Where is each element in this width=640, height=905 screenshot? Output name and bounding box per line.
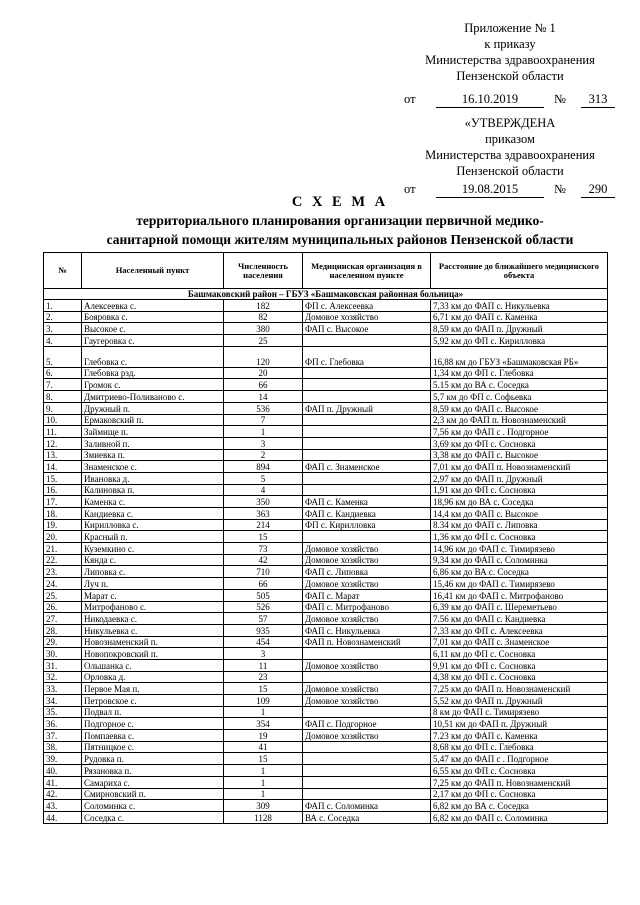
order-reference-1 bbox=[404, 92, 616, 108]
medical-organization: Домовое хозяйство bbox=[303, 613, 431, 625]
nearest-facility-distance: 16,41 км до ФАП с. Митрофаново bbox=[431, 589, 608, 601]
row-number: 25. bbox=[44, 589, 82, 601]
population: 3 bbox=[224, 648, 303, 660]
population: 363 bbox=[224, 508, 303, 520]
population: 14 bbox=[224, 391, 303, 403]
nearest-facility-distance: 10,51 км до ФАП п. Дружный bbox=[431, 718, 608, 730]
table-row bbox=[44, 449, 608, 461]
row-number: 3. bbox=[44, 323, 82, 335]
table-row bbox=[44, 589, 608, 601]
row-number: 2. bbox=[44, 311, 82, 323]
medical-organization: Домовое хозяйство bbox=[303, 543, 431, 555]
nearest-facility-distance: 9,34 км до ФАП с. Соломинка bbox=[431, 554, 608, 566]
medical-organization: Домовое хозяйство bbox=[303, 554, 431, 566]
population: 120 bbox=[224, 346, 303, 367]
row-number: 34. bbox=[44, 695, 82, 707]
population: 15 bbox=[224, 531, 303, 543]
number-sign: № bbox=[554, 182, 566, 196]
settlement-name: Дружный п. bbox=[82, 402, 224, 414]
population: 3 bbox=[224, 437, 303, 449]
nearest-facility-distance: 1,34 км до ФП с. Глебовка bbox=[431, 367, 608, 379]
table-row bbox=[44, 484, 608, 496]
nearest-facility-distance: 8 км до ФАП с. Тимирязево bbox=[431, 706, 608, 718]
population: 11 bbox=[224, 659, 303, 671]
row-number: 7. bbox=[44, 379, 82, 391]
population: 5 bbox=[224, 472, 303, 484]
medical-organization bbox=[303, 753, 431, 765]
medical-organization bbox=[303, 472, 431, 484]
row-number: 39. bbox=[44, 753, 82, 765]
settlement-name: Рязановка п. bbox=[82, 765, 224, 777]
settlement-name: Митрофаново с. bbox=[82, 601, 224, 613]
medical-organization: ФАП с. Липовка bbox=[303, 566, 431, 578]
settlement-name: Кирилловка с. bbox=[82, 519, 224, 531]
medical-organization bbox=[303, 437, 431, 449]
nearest-facility-distance: 7,25 км до ФАП п. Новознаменский bbox=[431, 776, 608, 788]
medical-organization bbox=[303, 648, 431, 660]
medical-organization: ФАП с. Знаменское bbox=[303, 461, 431, 473]
settlement-name: Помпаевка с. bbox=[82, 730, 224, 742]
table-header-row bbox=[44, 253, 608, 289]
table-row bbox=[44, 531, 608, 543]
table-row bbox=[44, 519, 608, 531]
medical-organization: ФАП п. Новознаменский bbox=[303, 636, 431, 648]
medical-organization: ФАП с. Никульевка bbox=[303, 624, 431, 636]
nearest-facility-distance: 5,52 км до ФАП п. Дружный bbox=[431, 695, 608, 707]
table-row bbox=[44, 346, 608, 367]
medical-organization bbox=[303, 765, 431, 777]
settlement-name: Орловка д. bbox=[82, 671, 224, 683]
settlement-name: Займище п. bbox=[82, 426, 224, 438]
medical-organization: ФАП п. Дружный bbox=[303, 402, 431, 414]
row-number: 22. bbox=[44, 554, 82, 566]
medical-organization: Домовое хозяйство bbox=[303, 578, 431, 590]
table-row bbox=[44, 671, 608, 683]
medical-organization: Домовое хозяйство bbox=[303, 659, 431, 671]
nearest-facility-distance: 6,71 км до ФАП с. Каменка bbox=[431, 311, 608, 323]
row-number: 19. bbox=[44, 519, 82, 531]
nearest-facility-distance: 7,25 км до ФАП п. Новознаменский bbox=[431, 683, 608, 695]
settlement-name: Гаугеровка с. bbox=[82, 335, 224, 347]
medical-organization: ВА с. Соседка bbox=[303, 811, 431, 823]
population: 309 bbox=[224, 800, 303, 812]
medical-organization: ФАП с. Высокое bbox=[303, 323, 431, 335]
table-row bbox=[44, 683, 608, 695]
row-number: 23. bbox=[44, 566, 82, 578]
table-row bbox=[44, 566, 608, 578]
row-number: 11. bbox=[44, 426, 82, 438]
col-header-medical-org: Медицинская организация в населенном пункте bbox=[303, 253, 431, 289]
medical-organization bbox=[303, 671, 431, 683]
medical-organization bbox=[303, 335, 431, 347]
section-title: Башмаковский район – ГБУЗ «Башмаковская районная больница» bbox=[44, 289, 608, 300]
nearest-facility-distance: 5,47 км до ФАП с . Подгорное bbox=[431, 753, 608, 765]
table-row bbox=[44, 472, 608, 484]
order-date: 16.10.2019 bbox=[436, 92, 544, 108]
population: 20 bbox=[224, 367, 303, 379]
population: 1 bbox=[224, 706, 303, 718]
nearest-facility-distance: 5.15 км до ВА с. Соседка bbox=[431, 379, 608, 391]
medical-organization bbox=[303, 788, 431, 800]
row-number: 35. bbox=[44, 706, 82, 718]
table-row bbox=[44, 461, 608, 473]
medical-organization: ФАП с. Марат bbox=[303, 589, 431, 601]
table-row bbox=[44, 753, 608, 765]
row-number: 44. bbox=[44, 811, 82, 823]
medical-organization bbox=[303, 414, 431, 426]
row-number: 8. bbox=[44, 391, 82, 403]
population: 15 bbox=[224, 683, 303, 695]
col-header-population: Численность населения bbox=[224, 253, 303, 289]
header-line: Приложение № 1 bbox=[464, 21, 556, 35]
medical-organization bbox=[303, 706, 431, 718]
table-row bbox=[44, 741, 608, 753]
nearest-facility-distance: 8,59 км до ФАП с. Высокое bbox=[431, 402, 608, 414]
nearest-facility-distance: 7.23 км до ФАП с. Каменка bbox=[431, 730, 608, 742]
nearest-facility-distance: 9,91 км до ФП с. Сосновка bbox=[431, 659, 608, 671]
medical-organization bbox=[303, 449, 431, 461]
row-number: 41. bbox=[44, 776, 82, 788]
population: 710 bbox=[224, 566, 303, 578]
settlement-name: Змиевка п. bbox=[82, 449, 224, 461]
row-number: 20. bbox=[44, 531, 82, 543]
row-number: 36. bbox=[44, 718, 82, 730]
population: 73 bbox=[224, 543, 303, 555]
table-row bbox=[44, 543, 608, 555]
from-label: от bbox=[404, 92, 416, 106]
header-line: к приказу bbox=[484, 37, 536, 51]
population: 380 bbox=[224, 323, 303, 335]
settlement-name: Калиновка п. bbox=[82, 484, 224, 496]
nearest-facility-distance: 4,38 км до ФП с. Сосновка bbox=[431, 671, 608, 683]
nearest-facility-distance: 2,17 км до ФП с. Сосновка bbox=[431, 788, 608, 800]
population: 1 bbox=[224, 426, 303, 438]
settlement-name: Заливной п. bbox=[82, 437, 224, 449]
row-number: 38. bbox=[44, 741, 82, 753]
document-subtitle-line2: санитарной помощи жителям муниципальных районов Пензенской области bbox=[106, 232, 574, 247]
settlement-name: Подвал п. bbox=[82, 706, 224, 718]
row-number: 12. bbox=[44, 437, 82, 449]
medical-organization: ФП с. Глебовка bbox=[303, 346, 431, 367]
nearest-facility-distance: 3,69 км до ФП с. Сосновка bbox=[431, 437, 608, 449]
settlement-name: Пятницкое с. bbox=[82, 741, 224, 753]
medical-organization bbox=[303, 484, 431, 496]
medical-organization bbox=[303, 367, 431, 379]
population: 354 bbox=[224, 718, 303, 730]
medical-organization bbox=[303, 531, 431, 543]
table-row bbox=[44, 601, 608, 613]
header-line: «УТВЕРЖДЕНА bbox=[464, 116, 556, 130]
settlement-name: Ольшанка с. bbox=[82, 659, 224, 671]
medical-organization bbox=[303, 776, 431, 788]
population: 350 bbox=[224, 496, 303, 508]
order-number: 290 bbox=[581, 182, 615, 198]
population: 894 bbox=[224, 461, 303, 473]
settlement-name: Рудовка п. bbox=[82, 753, 224, 765]
medical-organization: Домовое хозяйство bbox=[303, 683, 431, 695]
col-header-distance: Расстояние до ближайшего медицинского объекта bbox=[431, 253, 608, 289]
header-line: приказом bbox=[485, 132, 535, 146]
row-number: 15. bbox=[44, 472, 82, 484]
population: 66 bbox=[224, 578, 303, 590]
row-number: 40. bbox=[44, 765, 82, 777]
population: 1 bbox=[224, 776, 303, 788]
settlement-name: Новознаменский п. bbox=[82, 636, 224, 648]
nearest-facility-distance: 7,33 км до ФАП с. Никульевка bbox=[431, 300, 608, 312]
population: 41 bbox=[224, 741, 303, 753]
settlement-name: Петровское с. bbox=[82, 695, 224, 707]
table-row bbox=[44, 437, 608, 449]
table-row bbox=[44, 311, 608, 323]
medical-organization: ФАП с. Кандиевка bbox=[303, 508, 431, 520]
population: 214 bbox=[224, 519, 303, 531]
row-number: 28. bbox=[44, 624, 82, 636]
row-number: 18. bbox=[44, 508, 82, 520]
medical-organization: ФП с. Кирилловка bbox=[303, 519, 431, 531]
settlement-name: Марат с. bbox=[82, 589, 224, 601]
order-date: 19.08.2015 bbox=[436, 182, 544, 198]
table-row bbox=[44, 624, 608, 636]
approval-header-1 bbox=[404, 20, 616, 84]
header-line: Пензенской области bbox=[456, 69, 564, 83]
population: 57 bbox=[224, 613, 303, 625]
medical-organization: ФАП с. Каменка bbox=[303, 496, 431, 508]
nearest-facility-distance: 1,36 км до ФП с. Сосновка bbox=[431, 531, 608, 543]
population: 182 bbox=[224, 300, 303, 312]
table-row bbox=[44, 402, 608, 414]
table-row bbox=[44, 776, 608, 788]
table-row bbox=[44, 788, 608, 800]
nearest-facility-distance: 7,01 км до ФАП с. Знаменское bbox=[431, 636, 608, 648]
settlement-name: Новопокровский п. bbox=[82, 648, 224, 660]
nearest-facility-distance: 6,11 км до ФП с. Сосновка bbox=[431, 648, 608, 660]
row-number: 32. bbox=[44, 671, 82, 683]
row-number: 4. bbox=[44, 335, 82, 347]
table-row bbox=[44, 335, 608, 347]
row-number: 30. bbox=[44, 648, 82, 660]
population: 42 bbox=[224, 554, 303, 566]
row-number: 29. bbox=[44, 636, 82, 648]
medical-organization: ФП с. Алексеевка bbox=[303, 300, 431, 312]
settlement-name: Знаменское с. bbox=[82, 461, 224, 473]
settlement-name: Куземкино с. bbox=[82, 543, 224, 555]
medical-organization: ФАП с. Подгорное bbox=[303, 718, 431, 730]
nearest-facility-distance: 3,38 км до ФАП с. Высокое bbox=[431, 449, 608, 461]
population: 526 bbox=[224, 601, 303, 613]
medical-organization bbox=[303, 391, 431, 403]
row-number: 26. bbox=[44, 601, 82, 613]
row-number: 16. bbox=[44, 484, 82, 496]
document-title: С Х Е М А bbox=[291, 194, 389, 210]
population: 505 bbox=[224, 589, 303, 601]
table-row bbox=[44, 554, 608, 566]
nearest-facility-distance: 1,91 км до ФП с. Сосновка bbox=[431, 484, 608, 496]
settlements-table bbox=[43, 252, 608, 824]
settlement-name: Дмитриево-Поливаново с. bbox=[82, 391, 224, 403]
row-number: 31. bbox=[44, 659, 82, 671]
section-row bbox=[44, 289, 608, 300]
col-header-number: № bbox=[44, 253, 82, 289]
settlement-name: Соломинка с. bbox=[82, 800, 224, 812]
nearest-facility-distance: 6,39 км до ФАП с. Шереметьево bbox=[431, 601, 608, 613]
population: 19 bbox=[224, 730, 303, 742]
medical-organization bbox=[303, 379, 431, 391]
settlement-name: Бояровка с. bbox=[82, 311, 224, 323]
table-row bbox=[44, 659, 608, 671]
row-number: 5. bbox=[44, 346, 82, 367]
settlement-name: Липовка с. bbox=[82, 566, 224, 578]
nearest-facility-distance: 6,82 км до ВА с. Соседка bbox=[431, 800, 608, 812]
nearest-facility-distance: 7.56 км до ФАП с. Кандиевка bbox=[431, 613, 608, 625]
header-line: Министерства здравоохранения bbox=[425, 53, 595, 67]
nearest-facility-distance: 16,88 км до ГБУЗ «Башмаковская РБ» bbox=[431, 346, 608, 367]
number-sign: № bbox=[554, 92, 566, 106]
row-number: 1. bbox=[44, 300, 82, 312]
population: 82 bbox=[224, 311, 303, 323]
table-row bbox=[44, 391, 608, 403]
medical-organization bbox=[303, 426, 431, 438]
settlement-name: Громок с. bbox=[82, 379, 224, 391]
settlement-name: Никульевка с. bbox=[82, 624, 224, 636]
medical-organization: ФАП с. Митрофаново bbox=[303, 601, 431, 613]
table-row bbox=[44, 706, 608, 718]
settlement-name: Подгорное с. bbox=[82, 718, 224, 730]
row-number: 21. bbox=[44, 543, 82, 555]
settlement-name: Высокое с. bbox=[82, 323, 224, 335]
table-row bbox=[44, 718, 608, 730]
row-number: 42. bbox=[44, 788, 82, 800]
nearest-facility-distance: 6,55 км до ФП с. Сосновка bbox=[431, 765, 608, 777]
settlement-name: Красный п. bbox=[82, 531, 224, 543]
nearest-facility-distance: 8,59 км до ФАП п. Дружный bbox=[431, 323, 608, 335]
nearest-facility-distance: 5,92 км до ФП с. Кирилловка bbox=[431, 335, 608, 347]
medical-organization: Домовое хозяйство bbox=[303, 311, 431, 323]
nearest-facility-distance: 14,4 км до ФАП с. Высокое bbox=[431, 508, 608, 520]
population: 536 bbox=[224, 402, 303, 414]
nearest-facility-distance: 7,56 км до ФАП с . Подгорное bbox=[431, 426, 608, 438]
nearest-facility-distance: 8,68 км до ФП с. Глебовка bbox=[431, 741, 608, 753]
row-number: 13. bbox=[44, 449, 82, 461]
table-row bbox=[44, 613, 608, 625]
table-row bbox=[44, 765, 608, 777]
table-row bbox=[44, 508, 608, 520]
table-row bbox=[44, 426, 608, 438]
row-number: 9. bbox=[44, 402, 82, 414]
nearest-facility-distance: 5,7 км до ФП с. Софьевка bbox=[431, 391, 608, 403]
nearest-facility-distance: 7,01 км до ФАП п. Новознаменский bbox=[431, 461, 608, 473]
table-row bbox=[44, 379, 608, 391]
settlement-name: Луч п. bbox=[82, 578, 224, 590]
settlement-name: Каменка с. bbox=[82, 496, 224, 508]
table-row bbox=[44, 636, 608, 648]
col-header-settlement: Населенный пункт bbox=[82, 253, 224, 289]
population: 935 bbox=[224, 624, 303, 636]
header-line: Министерства здравоохранения bbox=[425, 148, 595, 162]
nearest-facility-distance: 6,86 км до ВА с. Соседка bbox=[431, 566, 608, 578]
medical-organization: Домовое хозяйство bbox=[303, 695, 431, 707]
table-row bbox=[44, 300, 608, 312]
settlement-name: Самариха с. bbox=[82, 776, 224, 788]
settlement-name: Ермаковский п. bbox=[82, 414, 224, 426]
approval-header-2 bbox=[404, 115, 616, 179]
medical-organization: Домовое хозяйство bbox=[303, 730, 431, 742]
nearest-facility-distance: 15,46 км до ФАП с. Тимирязево bbox=[431, 578, 608, 590]
table-row bbox=[44, 367, 608, 379]
table-row bbox=[44, 496, 608, 508]
table-row bbox=[44, 414, 608, 426]
row-number: 27. bbox=[44, 613, 82, 625]
row-number: 17. bbox=[44, 496, 82, 508]
medical-organization bbox=[303, 741, 431, 753]
nearest-facility-distance: 6,82 км до ФАП с. Соломинка bbox=[431, 811, 608, 823]
table-row bbox=[44, 800, 608, 812]
settlement-name: Кандиевка с. bbox=[82, 508, 224, 520]
population: 1 bbox=[224, 765, 303, 777]
settlement-name: Никодаевка с. bbox=[82, 613, 224, 625]
population: 15 bbox=[224, 753, 303, 765]
header-line: Пензенской области bbox=[456, 164, 564, 178]
from-label: от bbox=[404, 182, 416, 196]
population: 454 bbox=[224, 636, 303, 648]
population: 1 bbox=[224, 788, 303, 800]
table-row bbox=[44, 578, 608, 590]
row-number: 43. bbox=[44, 800, 82, 812]
row-number: 10. bbox=[44, 414, 82, 426]
nearest-facility-distance: 8.34 км до ФАП с. Липовка bbox=[431, 519, 608, 531]
population: 109 bbox=[224, 695, 303, 707]
table-row bbox=[44, 811, 608, 823]
table-row bbox=[44, 695, 608, 707]
population: 4 bbox=[224, 484, 303, 496]
population: 66 bbox=[224, 379, 303, 391]
settlement-name: Ивановка д. bbox=[82, 472, 224, 484]
nearest-facility-distance: 7,33 км до ФП с. Алексеевка bbox=[431, 624, 608, 636]
settlement-name: Кяндa с. bbox=[82, 554, 224, 566]
row-number: 14. bbox=[44, 461, 82, 473]
nearest-facility-distance: 18,96 км до ВА с. Соседка bbox=[431, 496, 608, 508]
settlement-name: Глебовка с. bbox=[82, 346, 224, 367]
settlement-name: Алексеевка с. bbox=[82, 300, 224, 312]
row-number: 6. bbox=[44, 367, 82, 379]
table-row bbox=[44, 730, 608, 742]
nearest-facility-distance: 14,96 км до ФАП с. Тимирязево bbox=[431, 543, 608, 555]
population: 2 bbox=[224, 449, 303, 461]
nearest-facility-distance: 2,3 км до ФАП п. Новознаменский bbox=[431, 414, 608, 426]
order-number: 313 bbox=[581, 92, 615, 108]
settlement-name: Соседка с. bbox=[82, 811, 224, 823]
population: 25 bbox=[224, 335, 303, 347]
population: 23 bbox=[224, 671, 303, 683]
table-row bbox=[44, 323, 608, 335]
row-number: 24. bbox=[44, 578, 82, 590]
medical-organization: ФАП с. Соломинка bbox=[303, 800, 431, 812]
population: 7 bbox=[224, 414, 303, 426]
settlement-name: Первое Мая п. bbox=[82, 683, 224, 695]
settlement-name: Глебовка рзд. bbox=[82, 367, 224, 379]
population: 1128 bbox=[224, 811, 303, 823]
document-subtitle-line1: территориального планирования организации первичной медико- bbox=[136, 213, 544, 228]
table-row bbox=[44, 648, 608, 660]
settlement-name: Смирновский п. bbox=[82, 788, 224, 800]
row-number: 37. bbox=[44, 730, 82, 742]
row-number: 33. bbox=[44, 683, 82, 695]
nearest-facility-distance: 2,97 км до ФАП п. Дружный bbox=[431, 472, 608, 484]
